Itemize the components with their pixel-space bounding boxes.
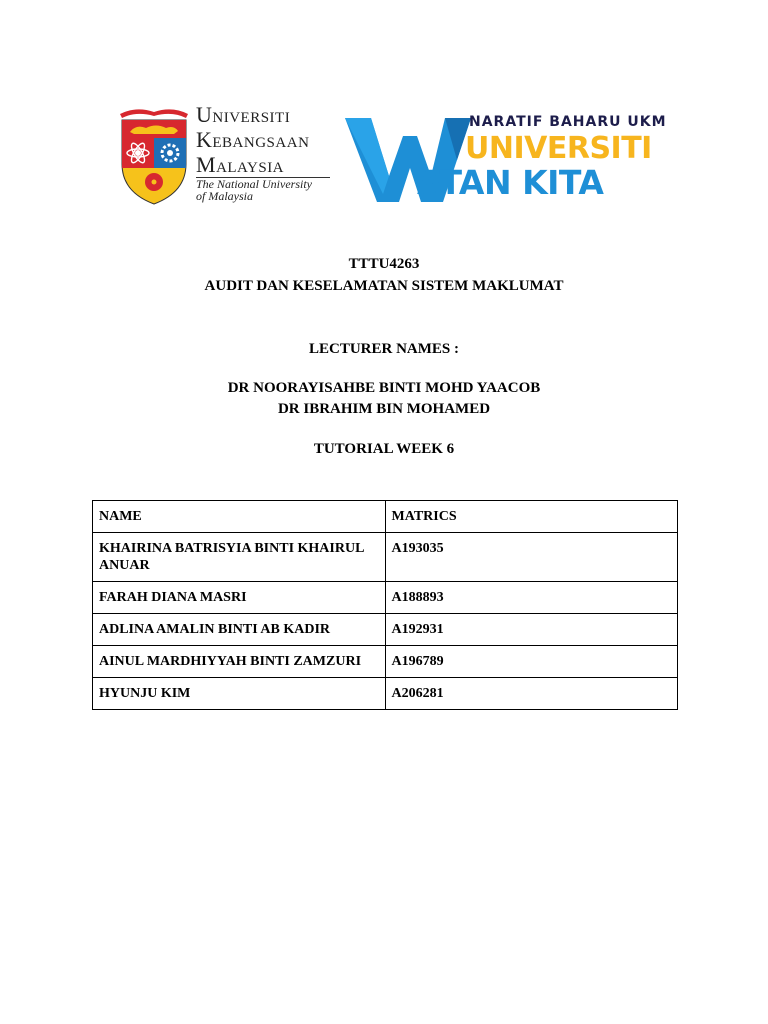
member-name: AINUL MARDHIYYAH BINTI ZAMZURI [93,646,386,678]
course-code: TTTU4263 [348,256,420,272]
member-name: ADLINA AMALIN BINTI AB KADIR [93,614,386,646]
table-row [93,582,678,614]
members-table [92,500,678,710]
member-matric: A193035 [385,533,677,582]
member-name: FARAH DIANA MASRI [93,582,386,614]
member-matric: A188893 [385,582,677,614]
course-title: AUDIT DAN KESELAMATAN SISTEM MAKLUMAT [204,278,564,294]
ukm-name-line-3: MALAYSIA [196,152,285,177]
tutorial-week: TUTORIAL WEEK 6 [313,441,455,457]
watan-kita-text: ATAN KITA [417,163,604,202]
table-row [93,678,678,710]
member-matric: A192931 [385,614,677,646]
table-row [93,646,678,678]
table-row [93,614,678,646]
lecturer-label: LECTURER NAMES : [308,341,459,357]
member-name: HYUNJU KIM [93,678,386,710]
lecturer-name-2: DR IBRAHIM BIN MOHAMED [277,401,491,417]
logo-banner [0,0,768,230]
ukm-subtitle [196,178,336,202]
watan-kita-logo [345,114,667,204]
ukm-logo [116,104,336,208]
member-matric: A196789 [385,646,677,678]
table-header-row [93,501,678,533]
watan-tagline: NARATIF BAHARU UKM [469,114,667,130]
ukm-subtitle-line-2: of Malaysia [196,189,253,203]
ukm-subtitle-line-1: The National University [196,177,312,191]
watan-universiti: UNIVERSITI [465,131,652,166]
lecturer-name-1: DR NOORAYISAHBE BINTI MOHD YAACOB [227,380,541,396]
header-matrics: MATRICS [385,501,677,533]
ukm-crest-icon [116,104,192,206]
member-matric: A206281 [385,678,677,710]
ukm-name-line-2: KEBANGSAAN [196,127,310,152]
ukm-name-line-1: UNIVERSITI [196,102,291,127]
ukm-wordmark [196,104,336,179]
header-name: NAME [93,501,386,533]
table-row [93,533,678,582]
member-name: KHAIRINA BATRISYIA BINTI KHAIRUL ANUAR [93,533,386,582]
